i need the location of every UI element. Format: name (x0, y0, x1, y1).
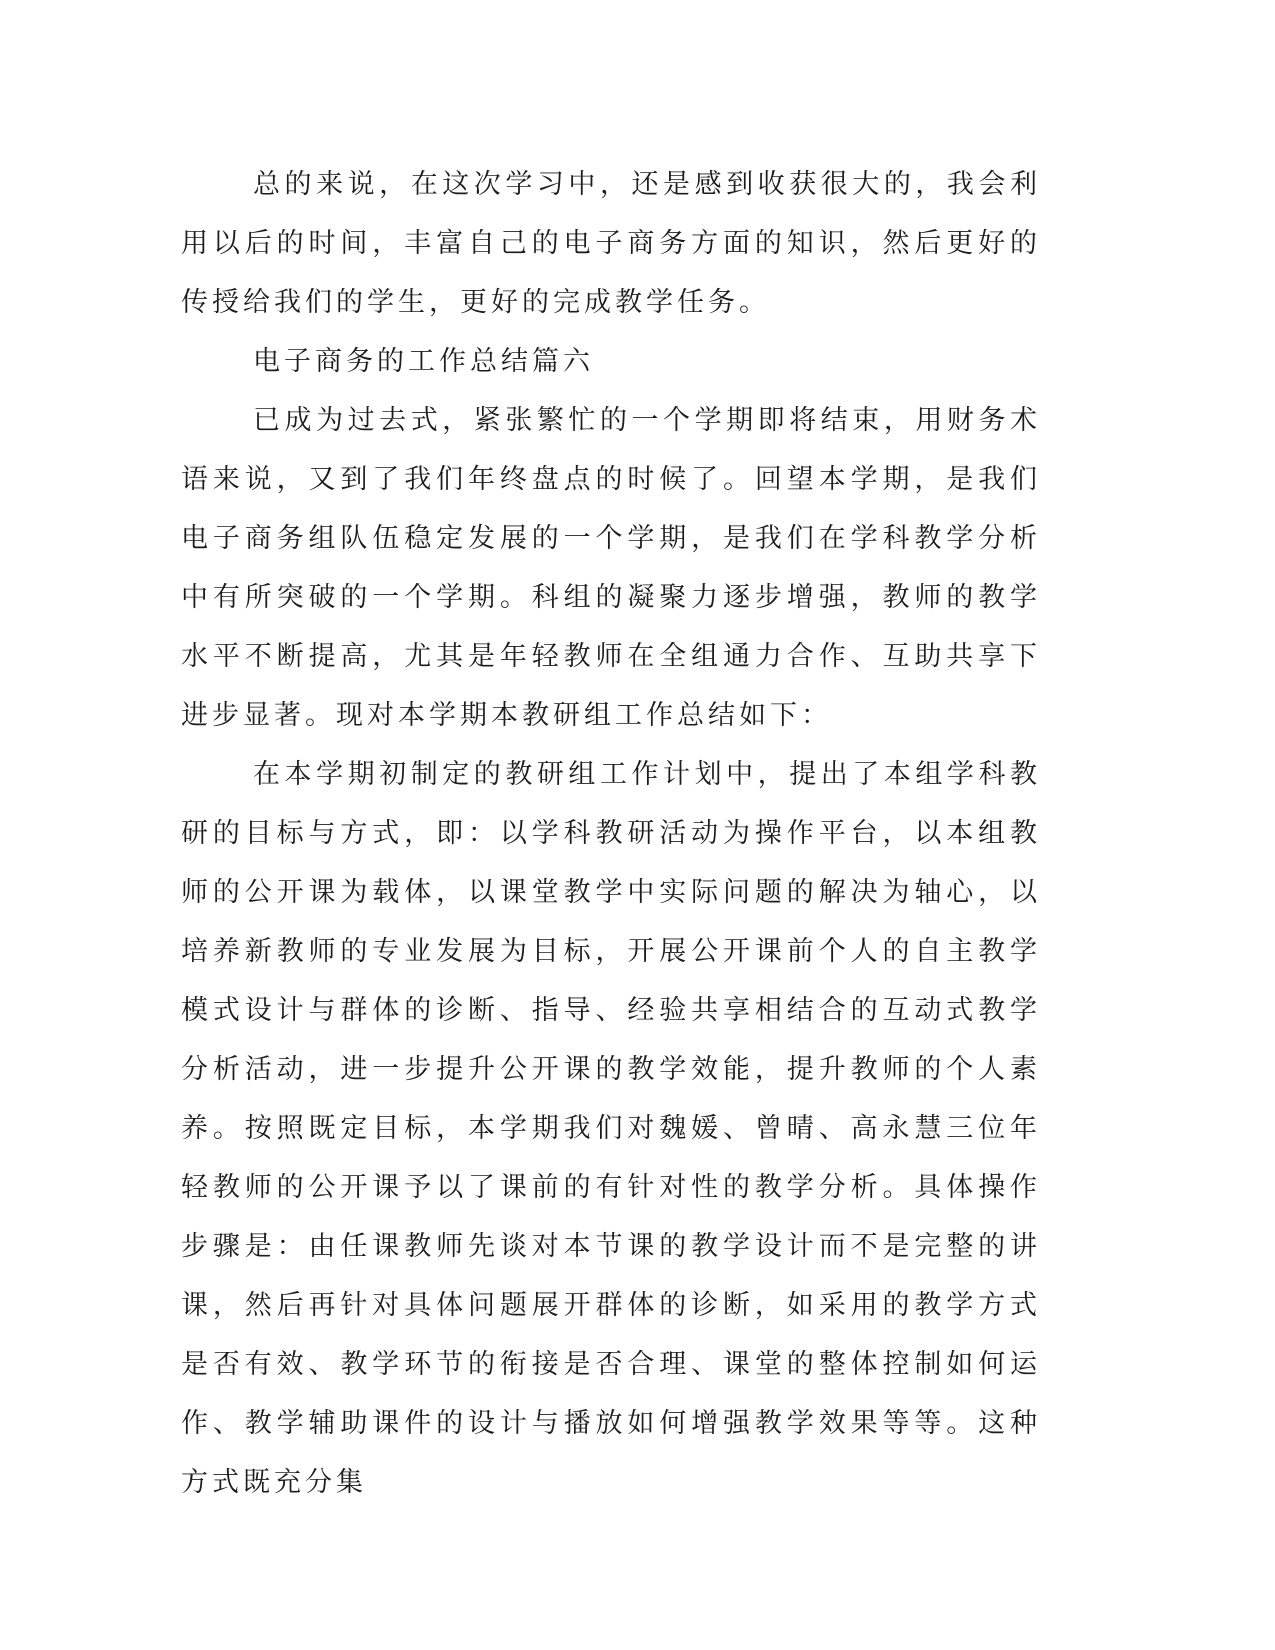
document-body (181, 155, 1041, 1512)
section-heading: 电子商务的工作总结篇六 (253, 346, 594, 377)
intro-paragraph: 已成为过去式，紧张繁忙的一个学期即将结束，用财务术语来说，又到了我们年终盘点的时候了。回望本学期，是我们电子商务组队伍稳定发展的一个学期，是我们在学科教学分析中有所突破的一个学期。科组的凝聚力逐步增强，教师的教学水平不断提高，尤其是年轻教师在全组通力合作、互助共享下进步显著。现对本学期本教研组工作总结如下： (181, 405, 1041, 731)
body-paragraph: 在本学期初制定的教研组工作计划中，提出了本组学科教研的目标与方式，即：以学科教研活动为操作平台，以本组教师的公开课为载体，以课堂教学中实际问题的解决为轴心，以培养新教师的专业发展为目标，开展公开课前个人的自主教学模式设计与群体的诊断、指导、经验共享相结合的互动式教学分析活动，进一步提升公开课的教学效能，提升教师的个人素养。按照既定目标，本学期我们对魏媛、曾晴、高永慧三位年轻教师的公开课予以了课前的有针对性的教学分析。具体操作步骤是：由任课教师先谈对本节课的教学设计而不是完整的讲课，然后再针对具体问题展开群体的诊断，如采用的教学方式是否有效、教学环节的衔接是否合理、课堂的整体控制如何运作、教学辅助课件的设计与播放如何增强教学效果等等。这种方式既充分集 (181, 759, 1041, 1498)
summary-paragraph: 总的来说，在这次学习中，还是感到收获很大的，我会利用以后的时间，丰富自己的电子商务方面的知识，然后更好的传授给我们的学生，更好的完成教学任务。 (181, 169, 1041, 318)
